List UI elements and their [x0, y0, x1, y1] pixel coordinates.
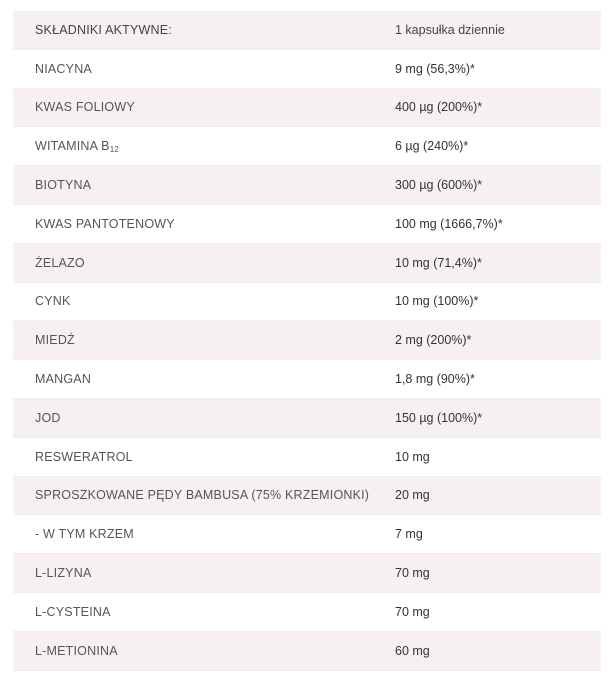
ingredient-amount: 7 mg [395, 527, 423, 542]
ingredient-name: KWAS FOLIOWY [35, 100, 135, 115]
table-row [13, 89, 601, 128]
nutrition-table [13, 11, 601, 671]
table-row [13, 632, 601, 671]
table-row [13, 438, 601, 477]
ingredient-name: KWAS PANTOTENOWY [35, 216, 175, 231]
ingredient-amount: 400 µg (200%)* [395, 100, 483, 115]
ingredient-amount: 9 mg (56,3%)* [395, 61, 475, 76]
table-row [13, 283, 601, 322]
ingredient-amount: 20 mg [395, 488, 430, 503]
ingredient-name: RESWERATROL [35, 449, 133, 464]
ingredient-name: L-CYSTEINA [35, 604, 111, 619]
ingredient-amount: 10 mg (100%)* [395, 294, 479, 309]
ingredient-name: ŻELAZO [35, 255, 85, 270]
table-row [13, 321, 601, 360]
ingredient-name: CYNK [35, 294, 71, 309]
table-row [13, 166, 601, 205]
header-ingredient-label: SKŁADNIKI AKTYWNE: [35, 22, 172, 37]
ingredient-name: L-METIONINA [35, 643, 118, 658]
ingredient-amount: 150 µg (100%)* [395, 410, 483, 425]
ingredient-amount: 60 mg [395, 643, 430, 658]
ingredient-amount: 70 mg [395, 604, 430, 619]
ingredient-name: MANGAN [35, 372, 92, 387]
ingredient-name-subscript: 12 [109, 144, 119, 154]
table-row [13, 50, 601, 89]
table-row [13, 477, 601, 516]
ingredient-amount: 100 mg (1666,7%)* [395, 216, 503, 231]
ingredient-name: JOD [35, 410, 61, 425]
ingredient-amount: 6 µg (240%)* [395, 139, 469, 154]
table-row [13, 244, 601, 283]
table-row [13, 593, 601, 632]
header-dose-label: 1 kapsułka dziennie [395, 22, 505, 37]
ingredient-name: NIACYNA [35, 61, 92, 76]
table-row [13, 554, 601, 593]
ingredient-name: SPROSZKOWANE PĘDY BAMBUSA (75% KRZEMIONKI) [35, 488, 370, 503]
ingredient-name: MIEDŹ [35, 333, 75, 348]
table-row [13, 127, 601, 166]
ingredient-amount: 300 µg (600%)* [395, 178, 483, 193]
ingredient-name: L-LIZYNA [35, 566, 92, 581]
ingredient-amount: 10 mg [395, 449, 430, 464]
ingredient-name: BIOTYNA [35, 178, 92, 193]
table-row [13, 399, 601, 438]
ingredient-name: - W TYM KRZEM [35, 527, 134, 542]
table-header-row [13, 11, 601, 50]
ingredient-amount: 70 mg [395, 566, 430, 581]
ingredient-amount: 10 mg (71,4%)* [395, 255, 482, 270]
ingredient-name: WITAMINA B [35, 138, 110, 153]
table-row [13, 205, 601, 244]
ingredient-amount: 1,8 mg (90%)* [395, 372, 475, 387]
table-row [13, 360, 601, 399]
ingredient-amount: 2 mg (200%)* [395, 333, 472, 348]
ingredient-name-cell [13, 139, 395, 154]
table-row [13, 515, 601, 554]
